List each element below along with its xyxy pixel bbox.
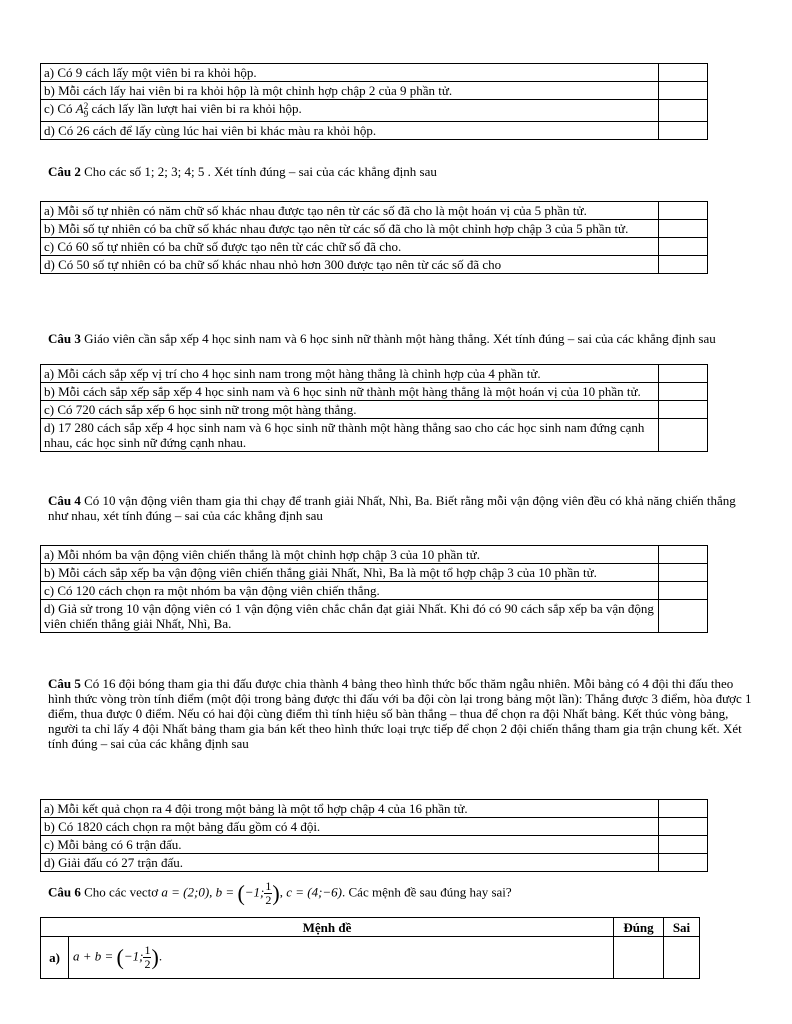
q2-answer-a[interactable]	[659, 202, 708, 220]
q5-prompt: Câu 5 Có 16 đội bóng tham gia thi đấu được chia thành 4 bảng theo hình thức bốc thăm ngẫu nhiên. Mỗi bảng có 4 đội thi đấu theo hình thức vòng tròn tính điểm (một đội trong bảng được thi đấu với ba đội còn lại trong bảng một lần): Thắng được 3 điểm, hòa được 1 điểm, thua được 0 điểm. Nếu có hai đội cùng điểm thì tính hiệu số bàn thắng – thua để chọn ra đội Nhất bảng. Kết thúc vòng bảng, người ta chỉ lấy 4 đội Nhất bảng tham gia bán kết theo hình thức loại trực tiếp để chọn 2 đội chiến thắng tham gia trận chung kết. Xét tính đúng – sai của các khẳng định sau	[48, 676, 752, 751]
q5-row-b: b) Có 1820 cách chọn ra một bảng đấu gồm có 4 đội.	[41, 818, 708, 836]
q4-answer-b[interactable]	[659, 564, 708, 582]
q4-row-d: d) Giả sử trong 10 vận động viên có 1 vận động viên chắc chắn đạt giải Nhất. Khi đó có 90 cách sắp xếp ba vận động viên chiến thắng giải Nhất, Nhì, Ba.	[41, 600, 708, 633]
q6-answer-a-true[interactable]	[614, 937, 664, 979]
q6-header-row: Mệnh đề Đúng Sai	[41, 918, 700, 937]
q6-answer-a-false[interactable]	[664, 937, 700, 979]
q3-row-d: d) 17 280 cách sắp xếp 4 học sinh nam và 6 học sinh nữ thành một hàng thẳng sao cho các học sinh nam đứng cạnh nhau, các học sinh nữ đứng cạnh nhau.	[41, 419, 708, 452]
q2-answer-d[interactable]	[659, 256, 708, 274]
q2-row-b: b) Mỗi số tự nhiên có ba chữ số khác nhau được tạo nên từ các số đã cho là một chỉnh hợp chập 3 của 5 phần tử.	[41, 220, 708, 238]
q4-row-b: b) Mỗi cách sắp xếp ba vận động viên chiến thắng giải Nhất, Nhì, Ba là một tổ hợp chập 3 của 10 phần tử.	[41, 564, 708, 582]
q1-answer-d[interactable]	[659, 122, 708, 140]
q3-table	[40, 364, 708, 452]
q2-prompt: Câu 2 Cho các số 1; 2; 3; 4; 5 . Xét tính đúng – sai của các khẳng định sau	[48, 164, 437, 179]
q3-answer-a[interactable]	[659, 365, 708, 383]
q2-answer-b[interactable]	[659, 220, 708, 238]
q3-answer-c[interactable]	[659, 401, 708, 419]
q3-answer-d[interactable]	[659, 419, 708, 452]
q3-row-a: a) Mỗi cách sắp xếp vị trí cho 4 học sinh nam trong một hàng thẳng là chỉnh hợp của 4 phần tử.	[41, 365, 708, 383]
q5-row-c: c) Mỗi bảng có 6 trận đấu.	[41, 836, 708, 854]
q6-row-a: a) a + b = (−1; $\frac{1}{2}$ ).	[41, 937, 700, 979]
q4-answer-d[interactable]	[659, 600, 708, 633]
q5-row-d: d) Giải đấu có 27 trận đấu.	[41, 854, 708, 872]
q2-row-c: c) Có 60 số tự nhiên có ba chữ số được tạo nên từ các chữ số đã cho.	[41, 238, 708, 256]
q1-answer-a[interactable]	[659, 64, 708, 82]
q1-row-c: c) Có A 2 9 cách lấy lần lượt hai viên bi ra khỏi hộp.	[41, 100, 708, 122]
q4-answer-a[interactable]	[659, 546, 708, 564]
q6-prompt: Câu 6 Cho các vectơ a = (2;0), b = (−1; $\frac{1}{2}$ ), c = (4;−6). Các mệnh đề sau đúng hay sai?	[48, 879, 512, 907]
q4-table	[40, 545, 708, 633]
q3-answer-b[interactable]	[659, 383, 708, 401]
q1-row-d: d) Có 26 cách để lấy cùng lúc hai viên bi khác màu ra khỏi hộp.	[41, 122, 708, 140]
q5-row-a: a) Mỗi kết quả chọn ra 4 đội trong một bảng là một tổ hợp chập 4 của 16 phần tử.	[41, 800, 708, 818]
q5-answer-c[interactable]	[659, 836, 708, 854]
q5-answer-b[interactable]	[659, 818, 708, 836]
q5-answer-a[interactable]	[659, 800, 708, 818]
q2-table	[40, 201, 708, 274]
q5-answer-d[interactable]	[659, 854, 708, 872]
q2-answer-c[interactable]	[659, 238, 708, 256]
q3-row-c: c) Có 720 cách sắp xếp 6 học sinh nữ trong một hàng thẳng.	[41, 401, 708, 419]
q2-row-d: d) Có 50 số tự nhiên có ba chữ số khác nhau nhỏ hơn 300 được tạo nên từ các số đã cho	[41, 256, 708, 274]
q4-prompt: Câu 4 Có 10 vận động viên tham gia thi chạy để tranh giải Nhất, Nhì, Ba. Biết rằng mỗi vận động viên đều có khả năng chiến thắng như nhau, xét tính đúng – sai của các khẳng định sau	[48, 493, 736, 523]
q3-prompt: Câu 3 Giáo viên cần sắp xếp 4 học sinh nam và 6 học sinh nữ thành một hàng thẳng. Xét tính đúng – sai của các khẳng định sau	[48, 331, 716, 346]
q4-row-c: c) Có 120 cách chọn ra một nhóm ba vận động viên chiến thắng.	[41, 582, 708, 600]
q5-table	[40, 799, 708, 872]
q2-row-a: a) Mỗi số tự nhiên có năm chữ số khác nhau được tạo nên từ các số đã cho là một hoán vị của 5 phần tử.	[41, 202, 708, 220]
q1-row-b: b) Mỗi cách lấy hai viên bi ra khỏi hộp là một chỉnh hợp chập 2 của 9 phần tử.	[41, 82, 708, 100]
q1-row-a: a) Có 9 cách lấy một viên bi ra khỏi hộp.	[41, 64, 708, 82]
q4-answer-c[interactable]	[659, 582, 708, 600]
q3-row-b: b) Mỗi cách sắp xếp sắp xếp 4 học sinh nam và 6 học sinh nữ thành một hàng thẳng là một hoán vị của 10 phần tử.	[41, 383, 708, 401]
q1-table	[40, 63, 708, 140]
q1-answer-b[interactable]	[659, 82, 708, 100]
q4-row-a: a) Mỗi nhóm ba vận động viên chiến thắng là một chỉnh hợp chập 3 của 10 phần tử.	[41, 546, 708, 564]
q1-answer-c[interactable]	[659, 100, 708, 122]
q6-table	[40, 917, 700, 979]
